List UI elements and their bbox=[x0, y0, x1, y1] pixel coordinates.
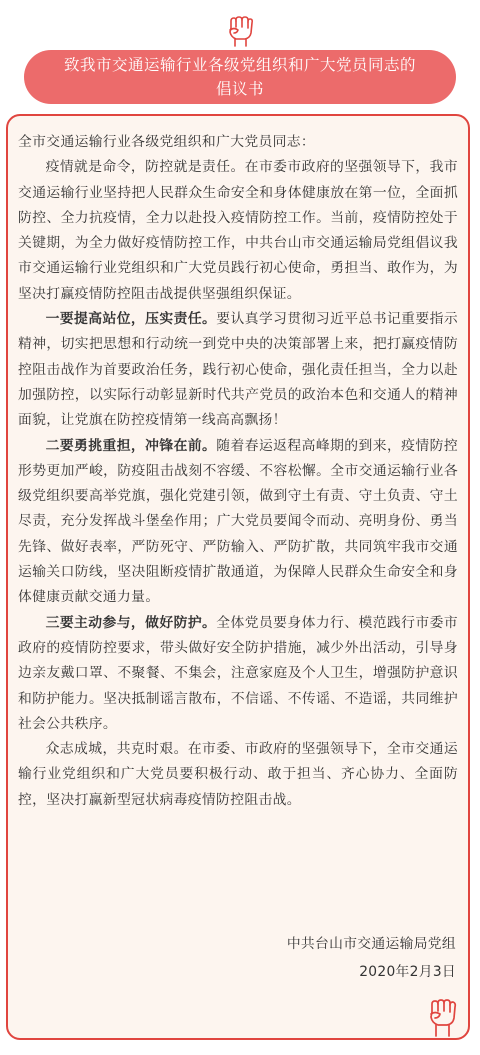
point-text-1: 要认真学习贯彻习近平总书记重要指示精神，切实把思想和行动统一到党中央的决策部署上来，把打赢疫情防控阻击战作为首要政治任务，践行初心使命，强化责任担当，全力以赴加强防控，以实际行动彰显新时代共产党员的政治本色和交通人的精神面貌，让党旗在防控疫情第一线高高飘扬！ bbox=[18, 311, 459, 429]
point-heading-2: 二要勇挑重担，冲锋在前。 bbox=[45, 437, 217, 454]
page-title-line-1: 致我市交通运输行业各级党组织和广大党员同志的 bbox=[63, 56, 416, 74]
signature-org: 中共台山市交通运输局党组 bbox=[286, 936, 456, 952]
point-heading-1: 一要提高站位，压实责任。 bbox=[45, 311, 217, 328]
point-paragraph-1 bbox=[18, 307, 458, 433]
letter-body bbox=[18, 130, 458, 813]
signature-block bbox=[287, 930, 456, 986]
salutation: 全市交通运输行业各级党组织和广大党员同志： bbox=[18, 134, 316, 150]
signature-date: 2020年2月3日 bbox=[359, 964, 456, 980]
page-title-line-2: 倡议书 bbox=[215, 80, 264, 98]
point-paragraph-3 bbox=[18, 611, 458, 737]
point-text-3: 全体党员要身体力行、模范践行市委市政府的疫情防控要求，带头做好安全防护措施，减少外出活动，引导身边亲友戴口罩、不聚餐、不集会，注意家庭及个人卫生，增强防护意识和防护能力。坚决抵制谣言散布，不信谣、不传谣、不造谣，共同维护社会公共秩序。 bbox=[18, 614, 459, 732]
point-text-2: 随着春运返程高峰期的到来，疫情防控形势更加严峻，防疫阻击战刻不容缓、不容松懈。全市交通运输行业各级党组织要高举党旗，强化党建引领，做到守土有责、守土负责、守土尽责，充分发挥战斗堡垒作用；广大党员要闻令而动、亮明身份、勇当先锋、做好表率，严防死守、严防输入、严防扩散，共同筑牢我市交通运输关口防线，坚决阻断疫情扩散通道，为保障人民群众生命安全和身体健康贡献交通力量。 bbox=[18, 437, 459, 606]
raised-fist-icon-bottom bbox=[424, 996, 460, 1038]
raised-fist-icon bbox=[224, 14, 256, 48]
title-banner bbox=[24, 50, 456, 104]
closing-paragraph: 众志成城，共克时艰。在市委、市政府的坚强领导下，全市交通运输行业党组织和广大党员要积极行动、敢于担当、齐心协力、全面防控，坚决打赢新型冠状病毒疫情防控阻击战。 bbox=[18, 741, 458, 808]
point-paragraph-2 bbox=[18, 434, 458, 611]
intro-paragraph: 疫情就是命令，防控就是责任。在市委市政府的坚强领导下，我市交通运输行业坚持把人民群众生命安全和身体健康放在第一位，全面抓防控、全力抗疫情，全力以赴投入疫情防控工作。当前，疫情防控处于关键期，为全力做好疫情防控工作，中共台山市交通运输局党组倡议我市交通运输行业党组织和广大党员践行初心使命，勇担当、敢作为，为坚决打赢疫情防控阻击战提供坚强组织保证。 bbox=[18, 159, 458, 302]
point-heading-3: 三要主动参与，做好防护。 bbox=[45, 614, 217, 631]
